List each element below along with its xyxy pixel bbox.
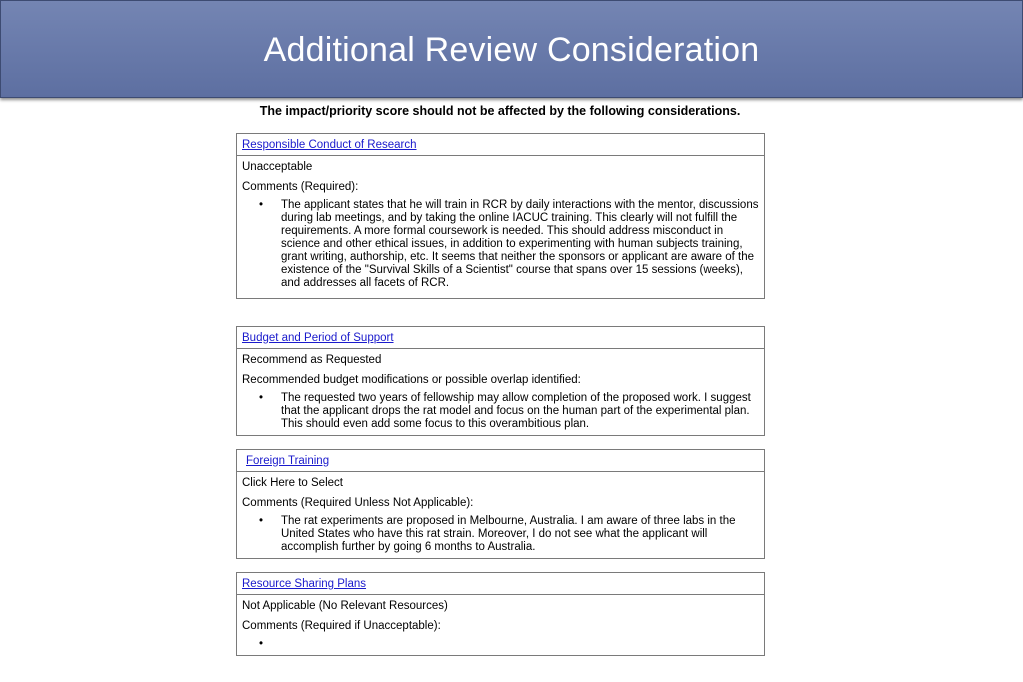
rcr-comment-text[interactable]: The applicant states that he will train in RCR by daily interactions with the mentor, discussions during lab meetings, and by taking the online IACUC training. This clearly will not fulfill the requirements. A more formal coursework is needed. This should address misconduct in science and other ethical issues, in addition to experimenting with human subjects training, grant writing, authorship, etc. It seems that neither the sponsors or applicant are aware of the existence of the "Survival Skills of a Scientist" course that spans over 15 sessions (weeks), and addresses all facets of RCR. xyxy=(281,199,759,289)
section-responsible-conduct xyxy=(236,133,765,299)
budget-period-link[interactable]: Budget and Period of Support xyxy=(242,331,394,344)
slide-title-bar xyxy=(0,0,1023,98)
bullet-icon: • xyxy=(259,392,264,404)
resource-comments-label: Comments (Required if Unacceptable): xyxy=(242,620,441,632)
rcr-rating-value[interactable]: Unacceptable xyxy=(242,161,313,173)
foreign-comment-item xyxy=(237,513,764,558)
foreign-training-link[interactable]: Foreign Training xyxy=(246,454,330,467)
responsible-conduct-link[interactable]: Responsible Conduct of Research xyxy=(242,138,417,151)
resource-comment-item xyxy=(237,636,764,655)
bullet-icon: • xyxy=(259,638,264,650)
section-foreign-training xyxy=(236,449,765,559)
section-resource-sharing xyxy=(236,572,765,656)
rcr-comment-item xyxy=(237,197,764,294)
budget-recommendation-value[interactable]: Recommend as Requested xyxy=(242,354,382,366)
section-budget-period xyxy=(236,326,765,436)
foreign-training-select[interactable]: Click Here to Select xyxy=(242,477,343,489)
section-header xyxy=(237,450,764,472)
section-header xyxy=(237,327,764,349)
score-notice: The impact/priority score should not be affected by the following considerations. xyxy=(259,104,741,118)
foreign-comments-label: Comments (Required Unless Not Applicable): xyxy=(242,497,474,509)
rcr-comments-label: Comments (Required): xyxy=(242,181,359,193)
resource-sharing-link[interactable]: Resource Sharing Plans xyxy=(242,577,367,590)
bullet-icon: • xyxy=(259,515,264,527)
section-header xyxy=(237,573,764,595)
budget-comment-text[interactable]: The requested two years of fellowship may allow completion of the proposed work. I suggest that the applicant drops the rat model and focus on the human part of the experimental plan. This should even add some focus to this overambitious plan. xyxy=(281,392,751,430)
section-header xyxy=(237,134,764,156)
bullet-icon: • xyxy=(259,199,264,211)
foreign-comment-text[interactable]: The rat experiments are proposed in Melbourne, Australia. I am aware of three labs in the United States who have this rat strain. Moreover, I do not see what the applicant will accomplish further by going 6 months to Australia. xyxy=(281,515,736,553)
budget-comments-label: Recommended budget modifications or possible overlap identified: xyxy=(242,374,581,386)
slide-title: Additional Review Consideration xyxy=(263,30,760,69)
resource-sharing-value[interactable]: Not Applicable (No Relevant Resources) xyxy=(242,600,448,612)
budget-comment-item xyxy=(237,390,764,435)
